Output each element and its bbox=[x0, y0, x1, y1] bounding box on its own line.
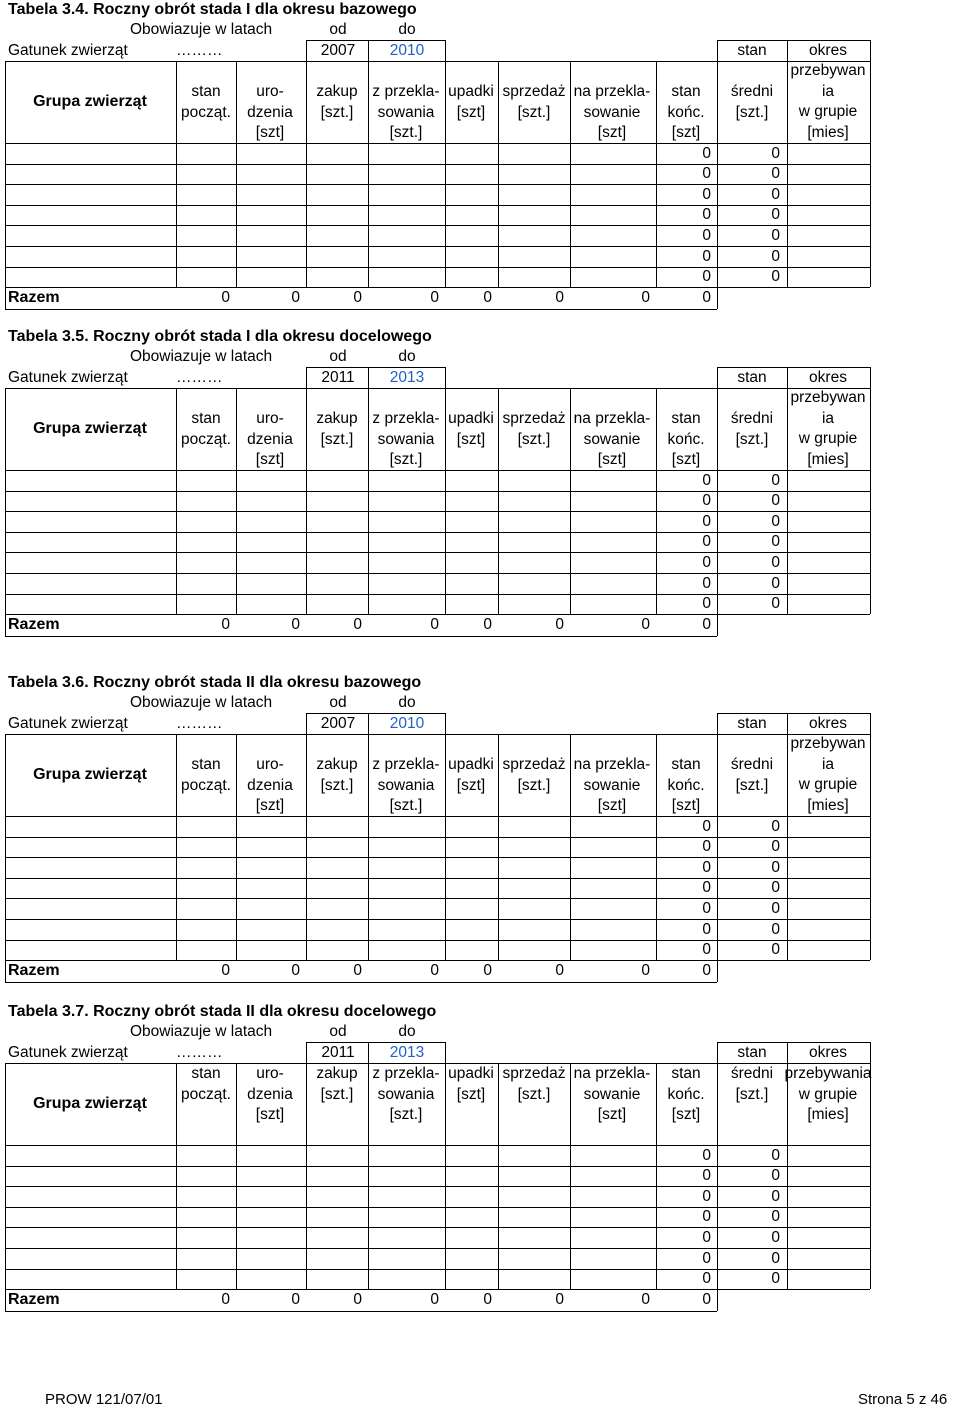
validity-label: Obowiazuje w latach bbox=[130, 348, 273, 365]
column-header-9: średni bbox=[730, 83, 774, 100]
frame-left bbox=[5, 734, 6, 982]
razem-value: 0 bbox=[555, 962, 564, 980]
row-stan-konc-value: 0 bbox=[702, 553, 711, 571]
razem-label: Razem bbox=[8, 962, 60, 980]
razem-value: 0 bbox=[483, 1291, 492, 1309]
group-header: Grupa zwierząt bbox=[33, 766, 147, 783]
razem-bottom-rule bbox=[5, 1311, 717, 1312]
column-header-3: zakup bbox=[316, 756, 358, 773]
row-sredni-value: 0 bbox=[771, 1146, 780, 1164]
row-sredni-value: 0 bbox=[771, 838, 780, 856]
row-sredni-value: 0 bbox=[771, 1187, 780, 1205]
column-header-6: [szt.] bbox=[517, 430, 551, 448]
razem-value: 0 bbox=[483, 962, 492, 980]
row-stan-konc-value: 0 bbox=[702, 185, 711, 203]
column-header-7: [szt] bbox=[597, 1106, 627, 1123]
year-box-right bbox=[445, 367, 446, 388]
column-header-10: w grupie bbox=[798, 103, 858, 120]
species-label: Gatunek zwierząt bbox=[8, 42, 128, 59]
year-box-top bbox=[306, 40, 445, 41]
razem-value: 0 bbox=[221, 1291, 230, 1309]
column-header-4: [szt.] bbox=[389, 797, 423, 814]
column-header-9: [szt.] bbox=[735, 776, 769, 794]
row-sredni-value: 0 bbox=[771, 512, 780, 530]
row-sredni-value: 0 bbox=[771, 574, 780, 592]
column-header-7: na przekla- bbox=[573, 1065, 651, 1082]
column-header-6: sprzedaż bbox=[502, 756, 566, 773]
razem-value: 0 bbox=[221, 289, 230, 307]
razem-value: 0 bbox=[291, 962, 300, 980]
column-header-8: końc. bbox=[667, 1085, 705, 1103]
stan-label: stan bbox=[737, 1044, 767, 1061]
razem-value: 0 bbox=[430, 1291, 439, 1309]
column-header-7: na przekla- bbox=[573, 410, 651, 427]
stan-box-top bbox=[717, 367, 870, 368]
row-stan-konc-value: 0 bbox=[702, 899, 711, 917]
column-header-1: począt. bbox=[181, 1085, 231, 1103]
table-rule bbox=[717, 40, 718, 61]
to-label: do bbox=[398, 21, 416, 38]
row-stan-konc-value: 0 bbox=[702, 471, 711, 489]
from-label: od bbox=[329, 348, 347, 365]
row-stan-konc-value: 0 bbox=[702, 941, 711, 959]
year-box-mid bbox=[368, 40, 369, 61]
column-header-7: [szt] bbox=[597, 797, 627, 814]
row-sredni-value: 0 bbox=[771, 941, 780, 959]
column-header-7: [szt] bbox=[597, 124, 627, 141]
row-sredni-value: 0 bbox=[771, 533, 780, 551]
table-title: Tabela 3.4. Roczny obrót stada I dla okresu bazowego bbox=[8, 1, 417, 18]
from-label: od bbox=[329, 1023, 347, 1040]
column-header-9: średni bbox=[730, 1065, 774, 1082]
validity-label: Obowiazuje w latach bbox=[130, 1023, 273, 1040]
column-header-7: sowanie bbox=[583, 776, 641, 794]
column-header-6: [szt.] bbox=[517, 776, 551, 794]
table-title: Tabela 3.6. Roczny obrót stada II dla okresu bazowego bbox=[8, 674, 422, 691]
column-header-9: [szt.] bbox=[735, 430, 769, 448]
column-header-4: sowania bbox=[377, 776, 435, 794]
year-box-top bbox=[306, 713, 445, 714]
razem-bottom-rule bbox=[5, 309, 717, 310]
column-header-10: w grupie bbox=[798, 776, 858, 793]
stan-box-top bbox=[717, 713, 870, 714]
razem-value: 0 bbox=[702, 289, 711, 307]
razem-value: 0 bbox=[353, 1291, 362, 1309]
column-header-2: dzenia bbox=[247, 776, 293, 794]
column-header-3: [szt.] bbox=[320, 776, 354, 794]
row-stan-konc-value: 0 bbox=[702, 817, 711, 835]
row-sredni-value: 0 bbox=[771, 471, 780, 489]
row-stan-konc-value: 0 bbox=[702, 165, 711, 183]
column-header-3: zakup bbox=[316, 410, 358, 427]
to-label: do bbox=[398, 694, 416, 711]
year-box-mid bbox=[368, 713, 369, 734]
column-header-10: przebywan bbox=[790, 735, 866, 752]
validity-label: Obowiazuje w latach bbox=[130, 694, 273, 711]
table-rule bbox=[787, 367, 788, 388]
row-sredni-value: 0 bbox=[771, 553, 780, 571]
column-header-4: [szt.] bbox=[389, 124, 423, 141]
column-header-5: [szt] bbox=[456, 103, 486, 121]
razem-value: 0 bbox=[483, 289, 492, 307]
row-sredni-value: 0 bbox=[771, 1270, 780, 1288]
razem-value: 0 bbox=[430, 962, 439, 980]
table-title: Tabela 3.5. Roczny obrót stada I dla okresu docelowego bbox=[8, 328, 432, 345]
column-header-8: [szt] bbox=[671, 124, 701, 141]
row-sredni-value: 0 bbox=[771, 268, 780, 286]
column-header-2: [szt] bbox=[255, 124, 285, 141]
table-rule bbox=[787, 1042, 788, 1063]
column-header-2: uro- bbox=[256, 83, 284, 100]
column-header-3: zakup bbox=[316, 1065, 358, 1082]
razem-value: 0 bbox=[641, 1291, 650, 1309]
okres-label: okres bbox=[809, 715, 847, 732]
razem-value: 0 bbox=[702, 962, 711, 980]
column-header-5: [szt] bbox=[456, 776, 486, 794]
species-label: Gatunek zwierząt bbox=[8, 715, 128, 732]
row-stan-konc-value: 0 bbox=[702, 1228, 711, 1246]
table-title: Tabela 3.7. Roczny obrót stada II dla okresu docelowego bbox=[8, 1003, 437, 1020]
column-header-10: [mies] bbox=[807, 796, 849, 814]
year-box-right bbox=[445, 1042, 446, 1063]
column-header-10: ia bbox=[821, 755, 835, 773]
row-stan-konc-value: 0 bbox=[702, 1187, 711, 1205]
column-header-3: [szt.] bbox=[320, 1085, 354, 1103]
row-stan-konc-value: 0 bbox=[702, 512, 711, 530]
column-header-10: przebywania bbox=[784, 1065, 872, 1082]
row-sredni-value: 0 bbox=[771, 144, 780, 162]
stan-box-top bbox=[717, 1042, 870, 1043]
razem-value: 0 bbox=[430, 616, 439, 634]
table-rule bbox=[787, 40, 788, 61]
column-header-8: [szt] bbox=[671, 797, 701, 814]
column-header-8: końc. bbox=[667, 776, 705, 794]
year-box-left bbox=[306, 367, 307, 388]
razem-label: Razem bbox=[8, 289, 60, 307]
razem-value: 0 bbox=[483, 616, 492, 634]
razem-value: 0 bbox=[555, 616, 564, 634]
row-sredni-value: 0 bbox=[771, 226, 780, 244]
column-header-4: z przekla- bbox=[372, 83, 440, 100]
razem-value: 0 bbox=[221, 616, 230, 634]
column-header-10: ia bbox=[821, 82, 835, 100]
column-header-8: [szt] bbox=[671, 1106, 701, 1123]
column-header-4: z przekla- bbox=[372, 410, 440, 427]
footer-page-number: Strona 5 z 46 bbox=[858, 1391, 948, 1408]
year-box-left bbox=[306, 713, 307, 734]
column-header-1: stan bbox=[191, 756, 221, 773]
column-header-7: sowanie bbox=[583, 430, 641, 448]
column-header-5: upadki bbox=[448, 83, 494, 100]
column-header-1: stan bbox=[191, 83, 221, 100]
row-stan-konc-value: 0 bbox=[702, 858, 711, 876]
year-box-left bbox=[306, 1042, 307, 1063]
row-stan-konc-value: 0 bbox=[702, 920, 711, 938]
row-sredni-value: 0 bbox=[771, 817, 780, 835]
razem-value: 0 bbox=[291, 289, 300, 307]
column-header-9: średni bbox=[730, 410, 774, 427]
header-top-rule bbox=[5, 734, 870, 735]
column-header-6: sprzedaż bbox=[502, 83, 566, 100]
column-header-1: począt. bbox=[181, 430, 231, 448]
column-header-5: [szt] bbox=[456, 1085, 486, 1103]
column-header-7: sowanie bbox=[583, 103, 641, 121]
razem-value: 0 bbox=[353, 289, 362, 307]
row-sredni-value: 0 bbox=[771, 185, 780, 203]
row-stan-konc-value: 0 bbox=[702, 144, 711, 162]
razem-label: Razem bbox=[8, 1291, 60, 1309]
column-header-6: sprzedaż bbox=[502, 1065, 566, 1082]
table-rule bbox=[787, 713, 788, 734]
row-stan-konc-value: 0 bbox=[702, 247, 711, 265]
column-header-10: [mies] bbox=[807, 123, 849, 141]
razem-value: 0 bbox=[221, 962, 230, 980]
razem-bottom-rule bbox=[5, 636, 717, 637]
header-top-rule bbox=[5, 388, 870, 389]
column-header-8: stan bbox=[671, 410, 701, 427]
column-header-2: [szt] bbox=[255, 1106, 285, 1123]
row-stan-konc-value: 0 bbox=[702, 533, 711, 551]
column-header-2: dzenia bbox=[247, 103, 293, 121]
razem-label: Razem bbox=[8, 616, 60, 634]
column-header-5: upadki bbox=[448, 410, 494, 427]
column-header-4: sowania bbox=[377, 103, 435, 121]
year-box-left bbox=[306, 40, 307, 61]
column-header-7: [szt] bbox=[597, 451, 627, 468]
row-sredni-value: 0 bbox=[771, 1167, 780, 1185]
column-header-1: począt. bbox=[181, 776, 231, 794]
year-to-value: 2013 bbox=[389, 369, 425, 386]
razem-value: 0 bbox=[641, 289, 650, 307]
row-stan-konc-value: 0 bbox=[702, 595, 711, 613]
column-header-9: [szt.] bbox=[735, 1085, 769, 1103]
year-from-value: 2011 bbox=[321, 369, 355, 386]
column-header-2: uro- bbox=[256, 756, 284, 773]
column-header-7: na przekla- bbox=[573, 756, 651, 773]
row-sredni-value: 0 bbox=[771, 858, 780, 876]
group-header: Grupa zwierząt bbox=[33, 1095, 147, 1112]
row-stan-konc-value: 0 bbox=[702, 574, 711, 592]
column-header-4: z przekla- bbox=[372, 1065, 440, 1082]
row-stan-konc-value: 0 bbox=[702, 1146, 711, 1164]
table-rule bbox=[717, 713, 718, 734]
razem-value: 0 bbox=[702, 1291, 711, 1309]
species-placeholder: ……… bbox=[176, 1044, 223, 1061]
razem-value: 0 bbox=[353, 962, 362, 980]
row-stan-konc-value: 0 bbox=[702, 1208, 711, 1226]
row-sredni-value: 0 bbox=[771, 1249, 780, 1267]
column-header-3: [szt.] bbox=[320, 430, 354, 448]
column-header-6: [szt.] bbox=[517, 103, 551, 121]
razem-value: 0 bbox=[702, 616, 711, 634]
row-stan-konc-value: 0 bbox=[702, 1249, 711, 1267]
column-header-10: [mies] bbox=[807, 450, 849, 468]
stan-label: stan bbox=[737, 369, 767, 386]
row-sredni-value: 0 bbox=[771, 165, 780, 183]
year-to-value: 2013 bbox=[389, 1044, 425, 1061]
okres-label: okres bbox=[809, 1044, 847, 1061]
row-stan-konc-value: 0 bbox=[702, 492, 711, 510]
year-from-value: 2007 bbox=[320, 715, 356, 732]
razem-value: 0 bbox=[641, 616, 650, 634]
column-header-9: [szt.] bbox=[735, 103, 769, 121]
species-placeholder: ……… bbox=[176, 369, 223, 386]
species-label: Gatunek zwierząt bbox=[8, 369, 128, 386]
frame-left bbox=[5, 61, 6, 309]
razem-value: 0 bbox=[555, 1291, 564, 1309]
table-section-4 bbox=[0, 1002, 960, 1332]
column-header-5: upadki bbox=[448, 756, 494, 773]
year-box-top bbox=[306, 367, 445, 368]
stan-label: stan bbox=[737, 42, 767, 59]
row-sredni-value: 0 bbox=[771, 206, 780, 224]
table-section-1 bbox=[0, 0, 960, 330]
row-sredni-value: 0 bbox=[771, 899, 780, 917]
row-stan-konc-value: 0 bbox=[702, 879, 711, 897]
header-top-rule bbox=[5, 61, 870, 62]
razem-value: 0 bbox=[555, 289, 564, 307]
column-header-2: dzenia bbox=[247, 1085, 293, 1103]
table-section-2 bbox=[0, 327, 960, 657]
species-placeholder: ……… bbox=[176, 715, 223, 732]
year-to-value: 2010 bbox=[389, 42, 425, 59]
column-header-4: z przekla- bbox=[372, 756, 440, 773]
year-box-top bbox=[306, 1042, 445, 1043]
column-header-8: końc. bbox=[667, 103, 705, 121]
okres-label: okres bbox=[809, 42, 847, 59]
razem-value: 0 bbox=[353, 616, 362, 634]
column-header-3: [szt.] bbox=[320, 103, 354, 121]
column-header-10: przebywan bbox=[790, 62, 866, 79]
column-header-2: [szt] bbox=[255, 451, 285, 468]
column-header-10: przebywan bbox=[790, 389, 866, 406]
okres-label: okres bbox=[809, 369, 847, 386]
row-sredni-value: 0 bbox=[771, 247, 780, 265]
row-sredni-value: 0 bbox=[771, 1208, 780, 1226]
from-label: od bbox=[329, 21, 347, 38]
year-box-right bbox=[445, 713, 446, 734]
year-from-value: 2011 bbox=[321, 1044, 355, 1061]
row-stan-konc-value: 0 bbox=[702, 268, 711, 286]
column-header-8: stan bbox=[671, 83, 701, 100]
footer-doc-id: PROW 121/07/01 bbox=[45, 1391, 163, 1408]
to-label: do bbox=[398, 1023, 416, 1040]
stan-label: stan bbox=[737, 715, 767, 732]
validity-label: Obowiazuje w latach bbox=[130, 21, 273, 38]
column-header-6: sprzedaż bbox=[502, 410, 566, 427]
from-label: od bbox=[329, 694, 347, 711]
column-header-1: począt. bbox=[181, 103, 231, 121]
column-header-2: [szt] bbox=[255, 797, 285, 814]
column-header-2: uro- bbox=[256, 410, 284, 427]
column-header-10: ia bbox=[821, 409, 835, 427]
column-header-8: końc. bbox=[667, 430, 705, 448]
row-sredni-value: 0 bbox=[771, 595, 780, 613]
column-header-10: w grupie bbox=[798, 1085, 858, 1103]
row-stan-konc-value: 0 bbox=[702, 1270, 711, 1288]
frame-left bbox=[5, 388, 6, 636]
year-from-value: 2007 bbox=[320, 42, 356, 59]
column-header-3: zakup bbox=[316, 83, 358, 100]
year-box-mid bbox=[368, 367, 369, 388]
row-sredni-value: 0 bbox=[771, 920, 780, 938]
razem-value: 0 bbox=[641, 962, 650, 980]
column-header-5: [szt] bbox=[456, 430, 486, 448]
row-stan-konc-value: 0 bbox=[702, 1167, 711, 1185]
year-box-right bbox=[445, 40, 446, 61]
table-rule bbox=[717, 1042, 718, 1063]
group-header: Grupa zwierząt bbox=[33, 93, 147, 110]
column-header-9: średni bbox=[730, 756, 774, 773]
year-box-mid bbox=[368, 1042, 369, 1063]
column-header-8: [szt] bbox=[671, 451, 701, 468]
frame-left bbox=[5, 1063, 6, 1311]
column-header-7: na przekla- bbox=[573, 83, 651, 100]
species-label: Gatunek zwierząt bbox=[8, 1044, 128, 1061]
column-header-8: stan bbox=[671, 1065, 701, 1082]
column-header-1: stan bbox=[191, 1065, 221, 1082]
stan-box-top bbox=[717, 40, 870, 41]
row-sredni-value: 0 bbox=[771, 879, 780, 897]
column-header-4: [szt.] bbox=[389, 1106, 423, 1123]
column-header-4: sowania bbox=[377, 1085, 435, 1103]
group-header: Grupa zwierząt bbox=[33, 420, 147, 437]
to-label: do bbox=[398, 348, 416, 365]
column-header-2: uro- bbox=[256, 1065, 284, 1082]
table-rule bbox=[717, 367, 718, 388]
razem-bottom-rule bbox=[5, 982, 717, 983]
column-header-8: stan bbox=[671, 756, 701, 773]
row-stan-konc-value: 0 bbox=[702, 206, 711, 224]
table-section-3 bbox=[0, 673, 960, 1003]
razem-value: 0 bbox=[291, 616, 300, 634]
column-header-7: sowanie bbox=[583, 1085, 641, 1103]
column-header-1: stan bbox=[191, 410, 221, 427]
razem-value: 0 bbox=[430, 289, 439, 307]
row-stan-konc-value: 0 bbox=[702, 226, 711, 244]
column-header-6: [szt.] bbox=[517, 1085, 551, 1103]
column-header-10: w grupie bbox=[798, 430, 858, 447]
column-header-4: [szt.] bbox=[389, 451, 423, 468]
row-stan-konc-value: 0 bbox=[702, 838, 711, 856]
row-sredni-value: 0 bbox=[771, 492, 780, 510]
column-header-10: [mies] bbox=[807, 1106, 849, 1123]
column-header-4: sowania bbox=[377, 430, 435, 448]
row-sredni-value: 0 bbox=[771, 1228, 780, 1246]
razem-value: 0 bbox=[291, 1291, 300, 1309]
species-placeholder: ……… bbox=[176, 42, 223, 59]
year-to-value: 2010 bbox=[389, 715, 425, 732]
column-header-5: upadki bbox=[448, 1065, 494, 1082]
column-header-2: dzenia bbox=[247, 430, 293, 448]
